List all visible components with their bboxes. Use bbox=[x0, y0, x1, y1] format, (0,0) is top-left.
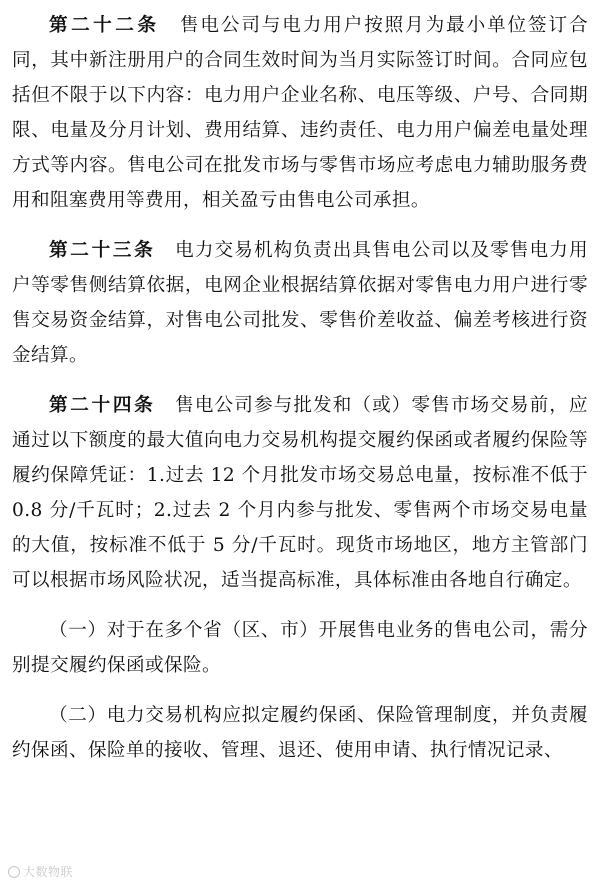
article-24-text: 售电公司参与批发和（或）零售市场交易前，应通过以下额度的最大值向电力交易机构提交履约保函或者履约保险等履约保障凭证：1.过去 12 个月批发市场交易总电量，按标准不低于 0.8 分/千瓦时；2.过去 2 个月内参与批发、零售两个市场交易电量的大值，按标准不低于 5 分/千瓦时。现货市场地区，地方主管部门可以根据市场风险状况，适当提高标准，具体标准由各地自行确定。 bbox=[12, 395, 588, 591]
article-23-paragraph bbox=[12, 233, 588, 373]
article-22-text: 售电公司与电力用户按照月为最小单位签订合同，其中新注册用户的合同生效时间为当月实际签订时间。合同应包括但不限于以下内容：电力用户企业名称、电压等级、户号、合同期限、电量及分月计划、费用结算、违约责任、电力用户偏差电量处理方式等内容。售电公司在批发市场与零售市场应考虑电力辅助服务费用和阻塞费用等费用，相关盈亏由售电公司承担。 bbox=[12, 15, 588, 211]
article-22-heading: 第二十二条 bbox=[49, 15, 160, 36]
article-22-paragraph bbox=[12, 8, 588, 218]
article-23-text: 电力交易机构负责出具售电公司以及零售电力用户等零售侧结算依据，电网企业根据结算依据对零售电力用户进行零售交易资金结算，对售电公司批发、零售价差收益、偏差考核进行资金结算。 bbox=[12, 240, 588, 366]
article-23-heading: 第二十三条 bbox=[49, 240, 156, 261]
document-page bbox=[12, 8, 588, 783]
clause-1-paragraph bbox=[12, 613, 588, 683]
watermark-text: 大数物联 bbox=[23, 865, 74, 879]
article-24-heading: 第二十四条 bbox=[49, 395, 156, 416]
watermark-logo-icon bbox=[8, 866, 20, 878]
watermark bbox=[8, 863, 73, 880]
article-24-paragraph bbox=[12, 388, 588, 598]
clause-1-text: （一）对于在多个省（区、市）开展售电业务的售电公司，需分别提交履约保函或保险。 bbox=[12, 620, 588, 676]
clause-2-text: （二）电力交易机构应拟定履约保函、保险管理制度，并负责履约保函、保险单的接收、管理、退还、使用申请、执行情况记录、 bbox=[12, 705, 588, 761]
clause-2-paragraph bbox=[12, 698, 588, 768]
